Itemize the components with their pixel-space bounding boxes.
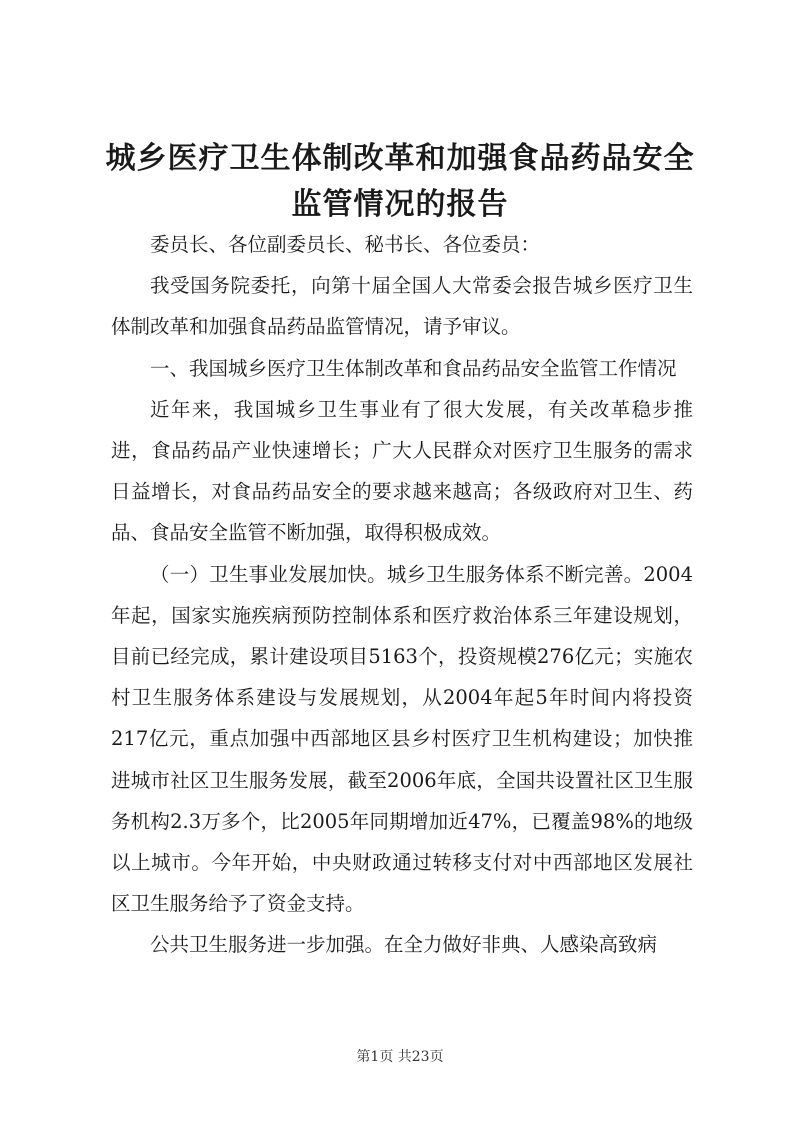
paragraph-intro: 我受国务院委托，向第十届全国人大常委会报告城乡医疗卫生体制改革和加强食品药品监管情况，请予审议。 (111, 274, 693, 339)
page-indicator: 第1页 共23页 (356, 1049, 444, 1065)
paragraph-overview: 近年来，我国城乡卫生事业有了很大发展，有关改革稳步推进，食品药品产业快速增长；广大人民群众对医疗卫生服务的需求日益增长，对食品药品安全的要求越来越高；各级政府对卫生、药品、食品安全监管不断加强，取得积极成效。 (111, 397, 693, 545)
paragraph-salutation: 委员长、各位副委员长、秘书长、各位委员： (150, 233, 541, 256)
paragraph-section-heading: 一、我国城乡医疗卫生体制改革和食品药品安全监管工作情况 (150, 356, 677, 380)
paragraph-health-development: （一）卫生事业发展加快。城乡卫生服务体系不断完善。2004年起，国家实施疾病预防控制体系和医疗救治体系三年建设规划，目前已经完成，累计建设项目5163个，投资规模276亿元；实施农村卫生服务体系建设与发展规划，从2004年起5年时间内将投资217亿元，重点加强中西部地区县乡村医疗卫生机构建设；加快推进城市社区卫生服务发展，截至2006年底，全国共设置社区卫生服务机构2.3万多个，比2005年同期增加近47%，已覆盖98%的地级以上城市。今年开始，中央财政通过转移支付对中西部地区发展社区卫生服务给予了资金支持。 (111, 562, 693, 916)
document-title: 城乡医疗卫生体制改革和加强食品药品安全监管情况的报告 (105, 141, 695, 222)
document-body (111, 224, 693, 966)
paragraph-public-health: 公共卫生服务进一步加强。在全力做好非典、人感染高致病 (150, 933, 658, 957)
